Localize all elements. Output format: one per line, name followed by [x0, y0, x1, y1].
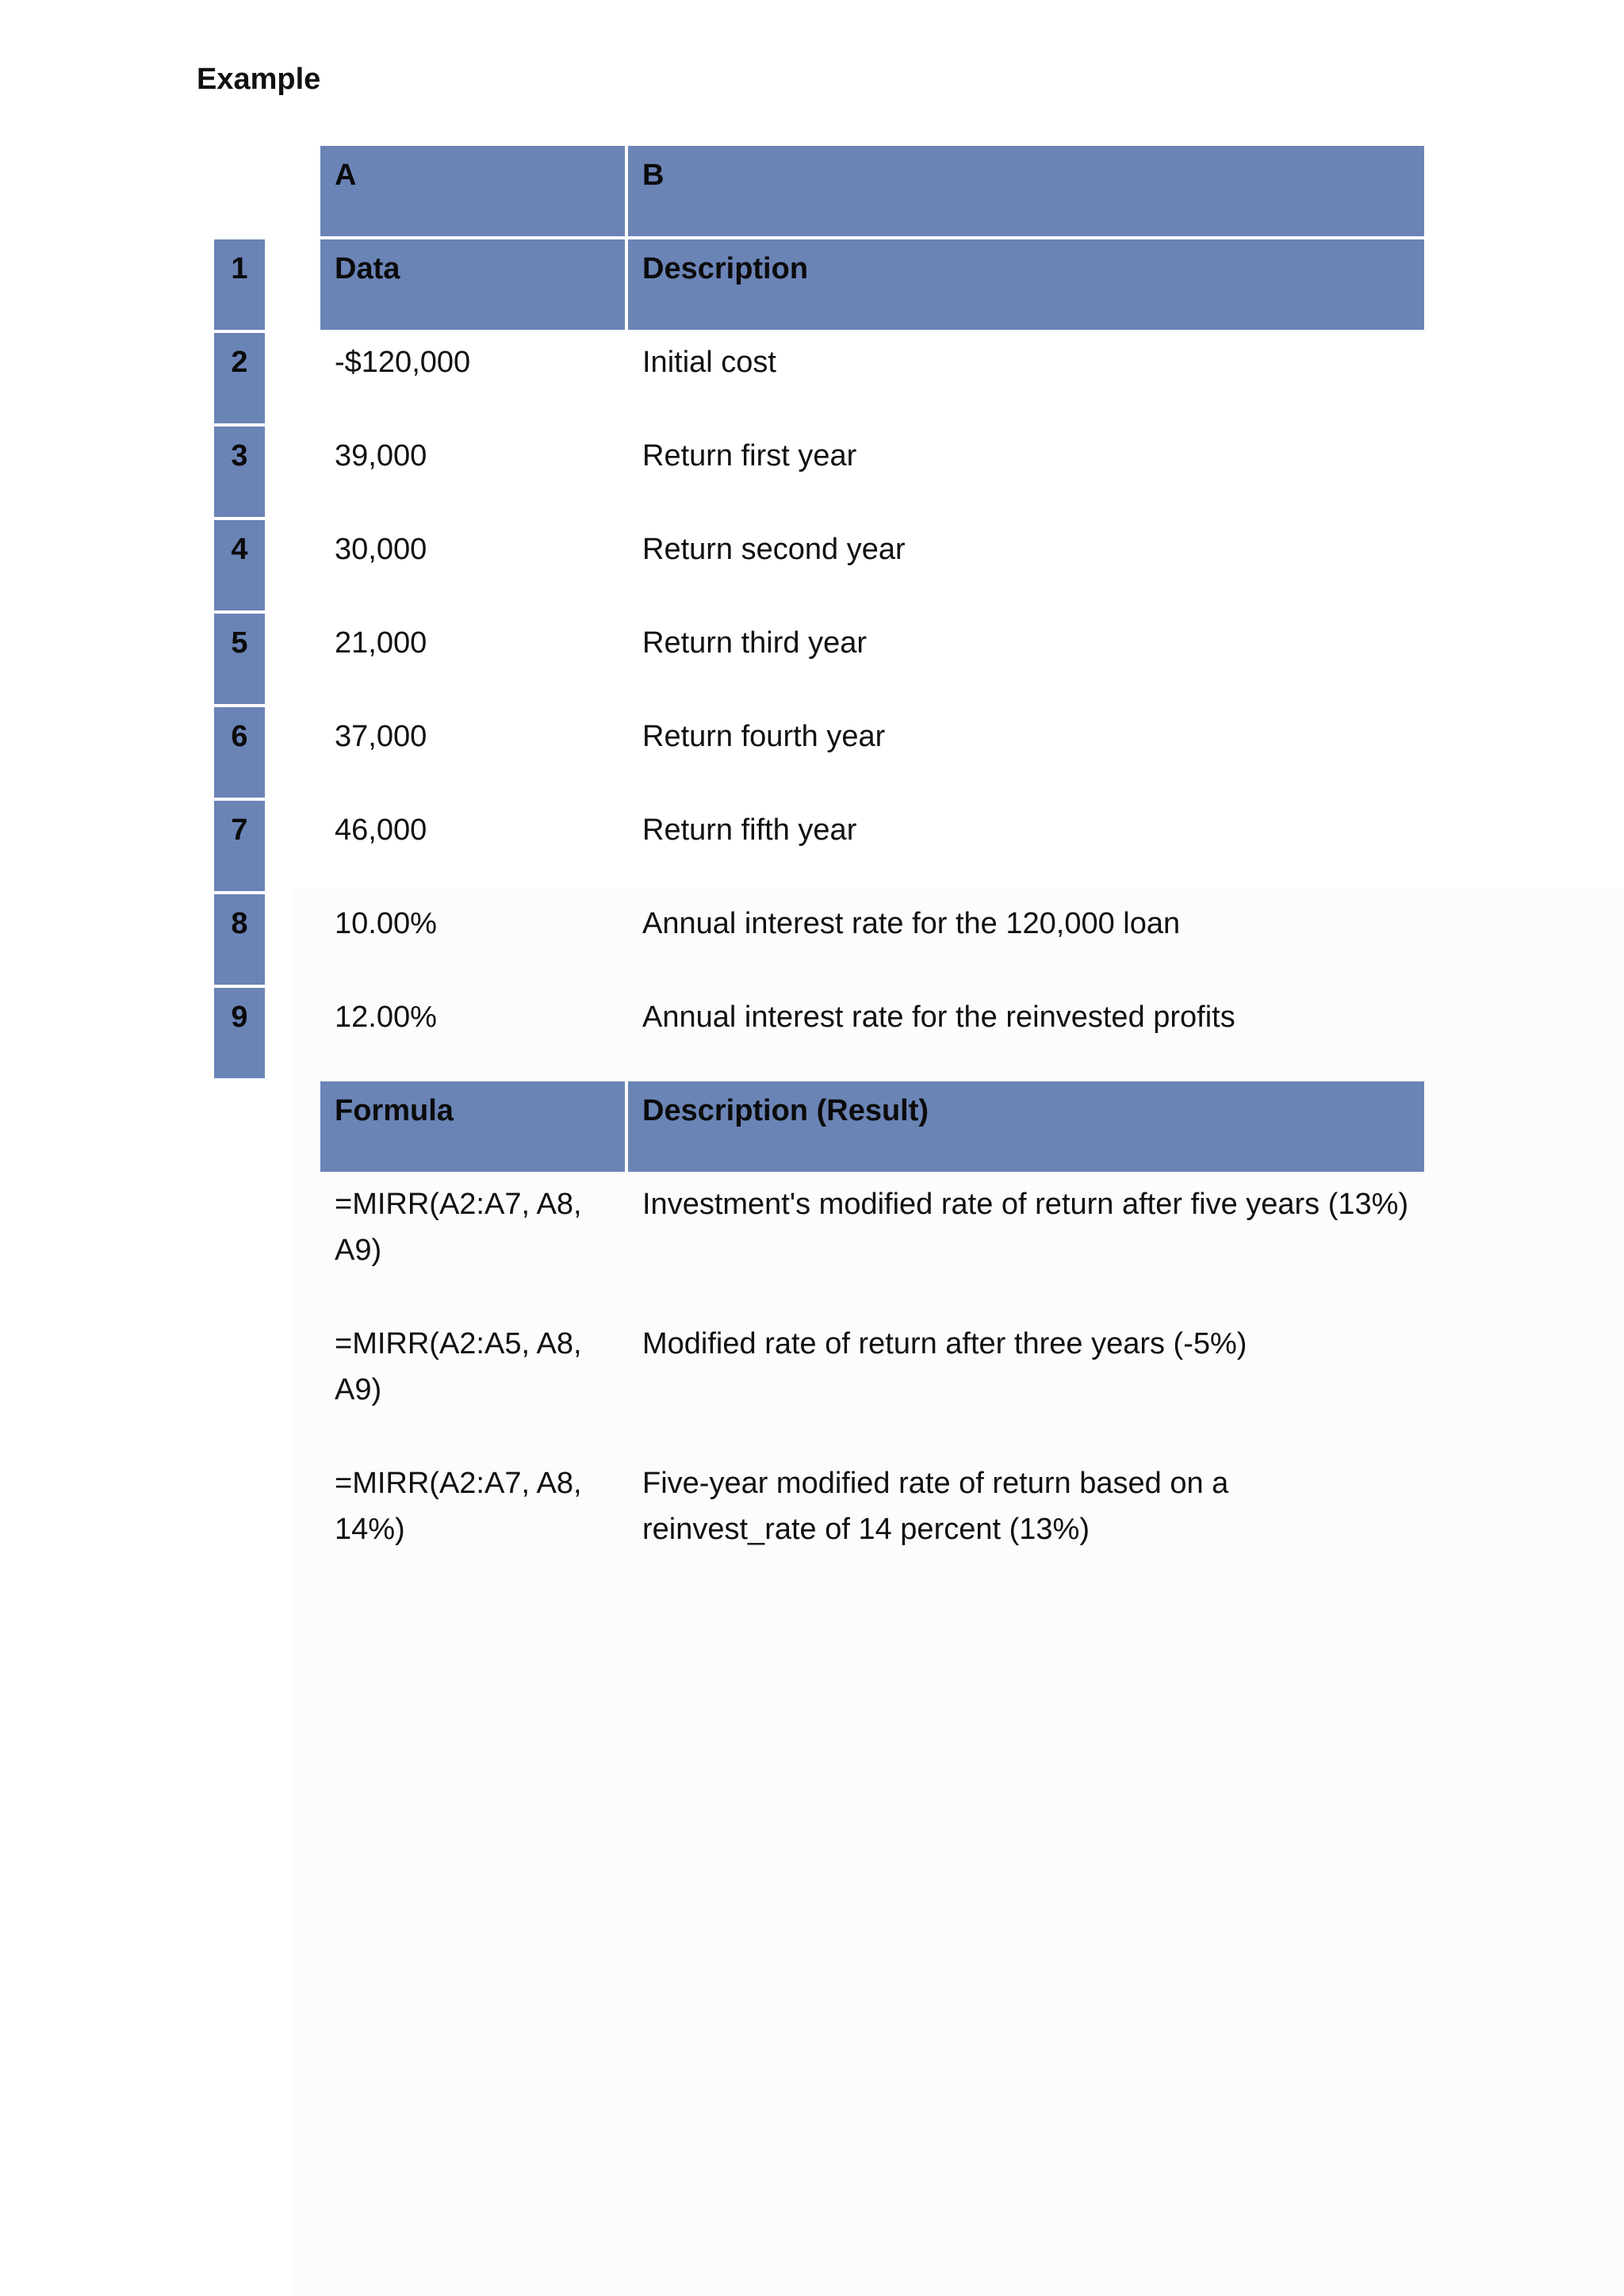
- formula-cell: =MIRR(A2:A7, A8, A9): [335, 1188, 582, 1267]
- row-number-6: 6: [214, 707, 265, 798]
- formula-result-cell: Investment's modified rate of return after five years (13%): [642, 1188, 1409, 1221]
- column-header-a: A: [320, 146, 625, 236]
- table-cell-description: Return second year: [642, 533, 906, 566]
- formula-result-cell: Modified rate of return after three years (-5%): [642, 1327, 1247, 1360]
- table-cell-description: Return first year: [642, 439, 857, 473]
- table-cell-value: 12.00%: [335, 1001, 437, 1034]
- row-number-7: 7: [214, 801, 265, 891]
- formula-cell: =MIRR(A2:A7, A8, 14%): [335, 1467, 582, 1546]
- row-number-9: 9: [214, 988, 265, 1078]
- table-cell-value: 21,000: [335, 626, 427, 660]
- row-number-1: 1: [214, 239, 265, 330]
- row-number-5: 5: [214, 614, 265, 704]
- table-cell-description: Initial cost: [642, 346, 776, 379]
- formula-header-cell: Formula: [320, 1081, 625, 1172]
- table-cell-value: -$120,000: [335, 346, 471, 379]
- row-number-4: 4: [214, 520, 265, 610]
- header-cell-data: Data: [320, 239, 625, 330]
- row-number-8: 8: [214, 894, 265, 985]
- table-cell-description: Return fifth year: [642, 813, 857, 847]
- row-number-2: 2: [214, 333, 265, 423]
- table-cell-description: Return fourth year: [642, 720, 886, 753]
- formula-result-cell: Five-year modified rate of return based on a reinvest_rate of 14 percent (13%): [642, 1467, 1229, 1546]
- formula-cell: =MIRR(A2:A5, A8, A9): [335, 1327, 582, 1406]
- formula-description-header-cell: Description (Result): [628, 1081, 1424, 1172]
- table-cell-description: Annual interest rate for the 120,000 loan: [642, 907, 1181, 940]
- section-heading: Example: [197, 63, 321, 96]
- table-cell-description: Annual interest rate for the reinvested profits: [642, 1001, 1235, 1034]
- table-cell-description: Return third year: [642, 626, 868, 660]
- table-cell-value: 39,000: [335, 439, 427, 473]
- table-cell-value: 30,000: [335, 533, 427, 566]
- header-cell-description: Description: [628, 239, 1424, 330]
- row-number-3: 3: [214, 427, 265, 517]
- table-cell-value: 37,000: [335, 720, 427, 753]
- column-header-b: B: [628, 146, 1424, 236]
- table-cell-value: 10.00%: [335, 907, 437, 940]
- table-cell-value: 46,000: [335, 813, 427, 847]
